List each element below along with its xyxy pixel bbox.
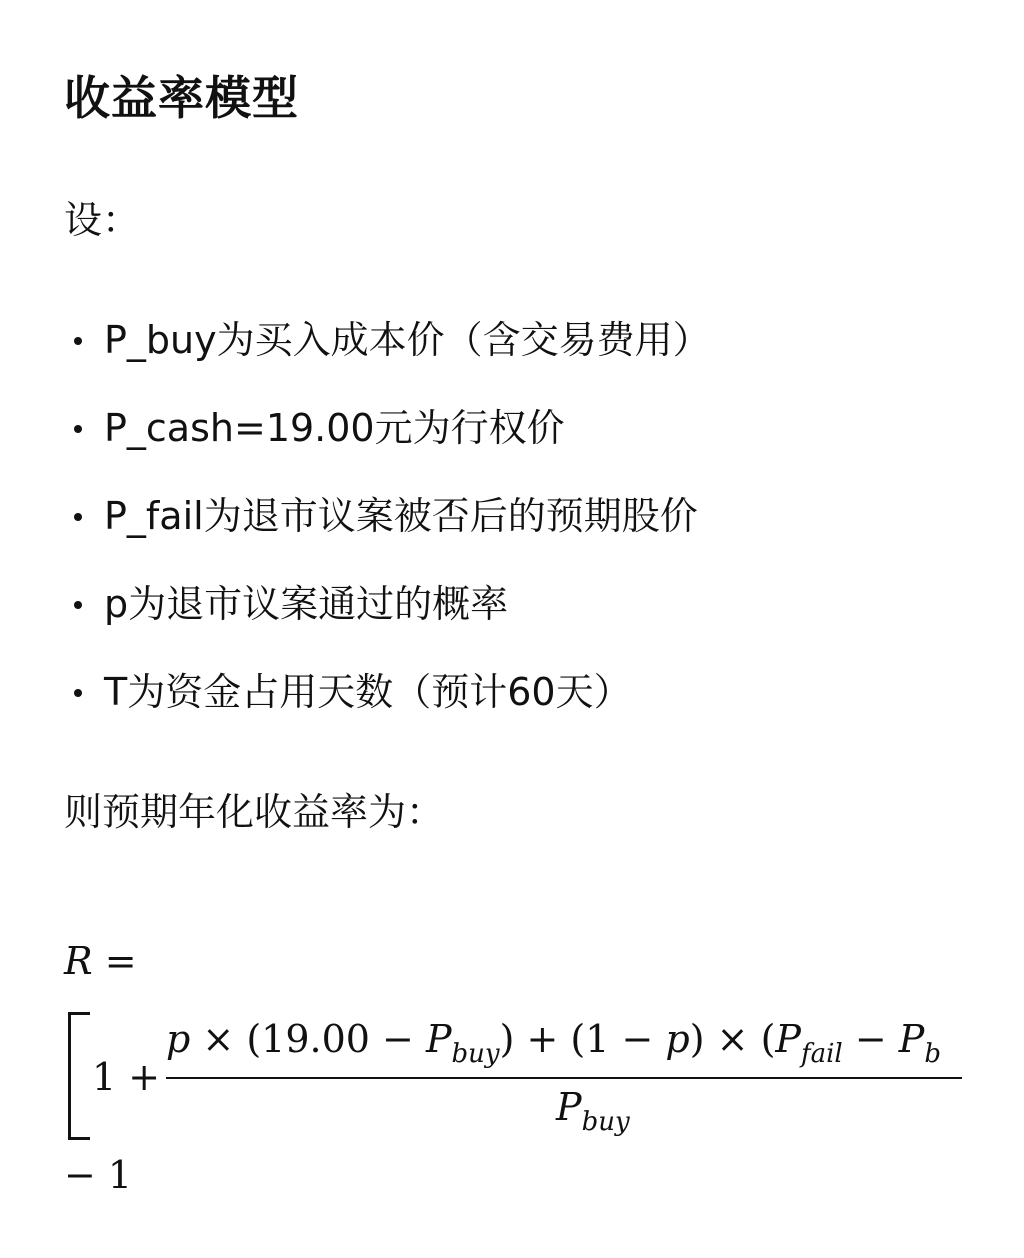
formula-text: × (19.00 − [190,1017,426,1061]
list-item-text: p为退市议案通过的概率 [104,582,509,626]
list-item-text: T为资金占用天数（预计60天） [104,670,632,714]
list-item [64,488,711,576]
formula-var-p: p [166,1017,191,1061]
formula-var-price: P [425,1017,452,1061]
list-item-text: P_fail为退市议案被否后的预期股价 [104,494,698,538]
bullet-dot-icon [74,425,82,433]
list-item [64,576,711,664]
formula-var-price: P [556,1085,582,1129]
formula-text: ) × ( [689,1017,776,1061]
list-item-text: P_cash=19.00元为行权价 [104,406,565,450]
list-item [64,312,711,400]
formula-subscript: fail [800,1039,843,1069]
formula-denominator [556,1082,630,1137]
intro-text: 设： [64,198,141,242]
bullet-dot-icon [74,513,82,521]
bullet-dot-icon [74,689,82,697]
formula-block [0,920,962,1220]
left-bracket-icon [68,1012,90,1140]
formula-text: − [842,1017,899,1061]
formula-numerator [166,1014,941,1069]
formula-lhs [64,936,137,986]
formula-minus-one: − 1 [64,1153,133,1197]
list-item [64,664,711,752]
formula-subscript: buy [451,1039,500,1069]
page-title: 收益率模型 [64,71,299,125]
formula-variable-r: R [64,939,93,983]
formula-var-price: P [775,1017,801,1061]
bullet-dot-icon [74,601,82,609]
fraction-bar [166,1077,962,1079]
formula-var-price: P [898,1017,925,1061]
definition-list [64,312,711,752]
formula-one-plus: 1 + [92,1055,161,1099]
formula-subscript: b [924,1039,941,1069]
conclusion-text: 则预期年化收益率为： [64,790,445,834]
list-item [64,400,711,488]
formula-equals: = [92,939,137,983]
formula-text: ) + (1 − [499,1017,666,1061]
bullet-dot-icon [74,337,82,345]
formula-subscript: buy [581,1107,630,1137]
list-item-text: P_buy为买入成本价（含交易费用） [104,318,711,362]
formula-var-p: p [665,1017,690,1061]
